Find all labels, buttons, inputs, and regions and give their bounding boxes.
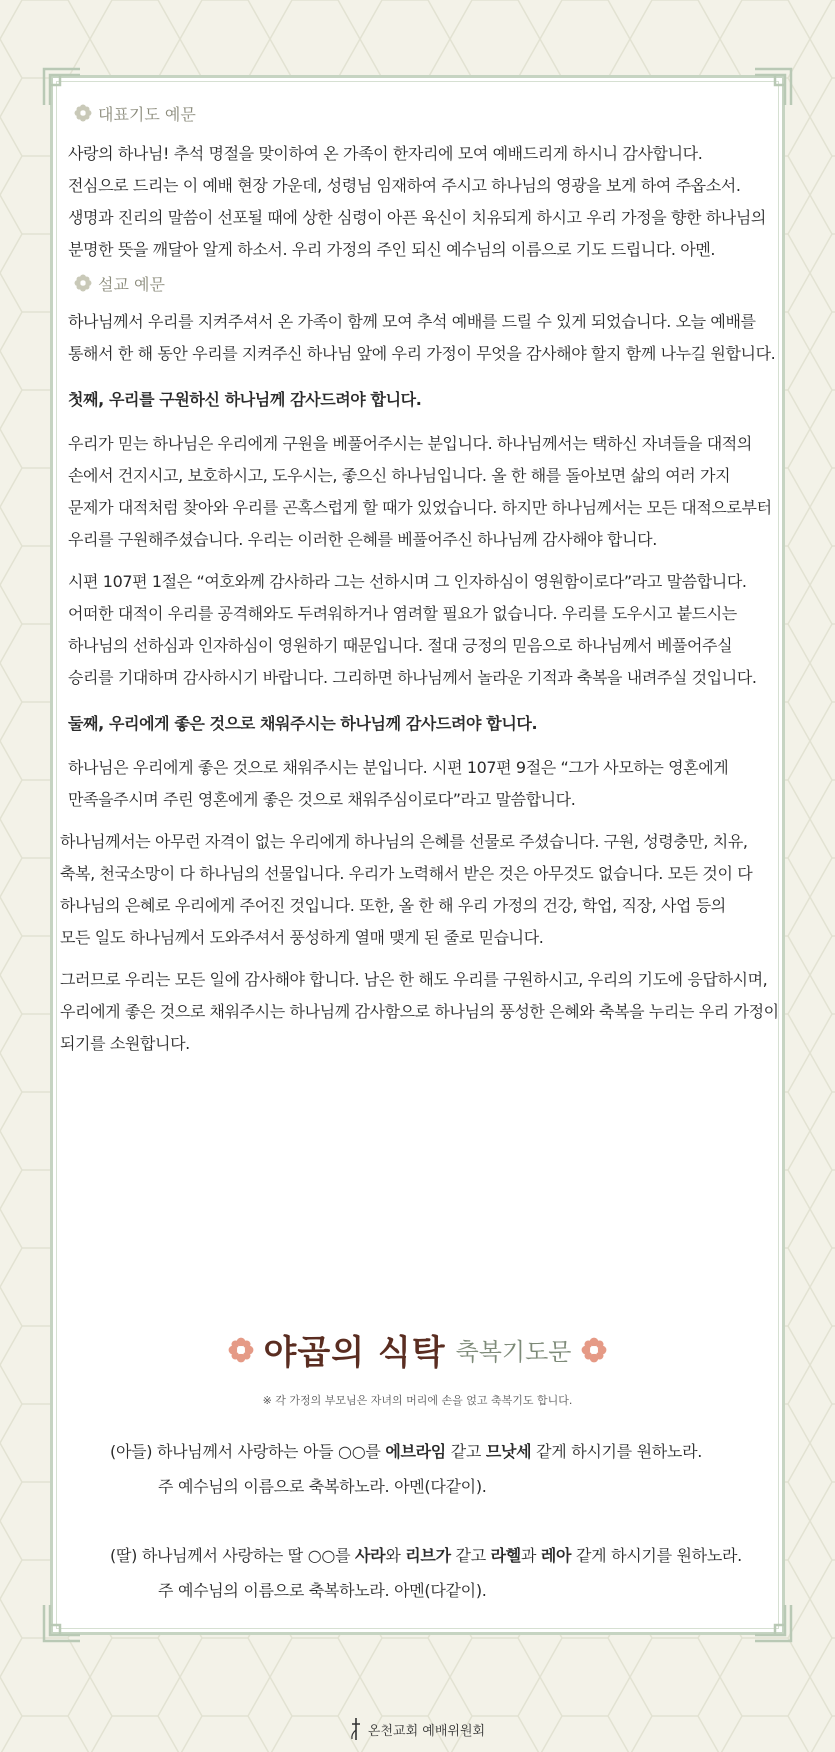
daughter-name-rebekah: 리브가 xyxy=(405,1546,451,1565)
flower-icon xyxy=(581,1337,607,1363)
daughter-blessing-line-2: 주 예수님의 이름으로 축복하노라. 아멘(다같이). xyxy=(158,1581,487,1600)
blessing-title-main: 야곱의 식탁 xyxy=(263,1333,446,1373)
footer xyxy=(0,1718,835,1740)
prayer-heading xyxy=(74,100,780,126)
point1-paragraph-1: 우리가 믿는 하나님은 우리에게 구원을 베풀어주시는 분입니다. 하나님께서는 택하신 자녀들을 대적의 손에서 건지시고, 보호하시고, 도우시는, 좋으신 하나님입니다. 올 한 해를 돌아보면 삶의 여러 가지 문제가 대적처럼 찾아와 우리를 곤혹스럽게 할 때가 있었습니다. 하지만 하나님께서는 모든 대적으로부터 우리를 구원해주셨습니다. 우리는 이러한 은혜를 베풀어주신 하나님께 감사해야 합니다. xyxy=(68,434,772,549)
blessing-title-sub: 축복기도문 xyxy=(455,1338,572,1366)
daughter-name-leah: 레아 xyxy=(540,1546,572,1565)
church-logo-icon xyxy=(350,1718,362,1740)
point2-title: 둘째, 우리에게 좋은 것으로 채워주시는 하나님께 감사드려야 합니다. xyxy=(68,714,538,733)
flower-icon xyxy=(74,104,92,122)
daughter-mid-1: 와 xyxy=(385,1546,406,1565)
point2-paragraph-1: 하나님은 우리에게 좋은 것으로 채워주시는 분입니다. 시편 107편 9절은 “그가 사모하는 영혼에게 만족을주시며 주린 영혼에게 좋은 것으로 채워주심이로다”라고 말씀합니다. xyxy=(68,758,729,809)
blessing-note: ※ 각 가정의 부모님은 자녀의 머리에 손을 얹고 축복기도 합니다. xyxy=(262,1394,573,1407)
point2-paragraph-2: 하나님께서는 아무런 자격이 없는 우리에게 하나님의 은혜를 선물로 주셨습니다. 구원, 성령충만, 치유, 축복, 천국소망이 다 하나님의 선물입니다. 우리가 노력해서 받은 것은 아무것도 없습니다. 모든 것이 다 하나님의 은혜로 우리에게 주어진 것입니다. 또한, 올 한 해 우리 가정의 건강, 학업, 직장, 사업 등의 모든 일도 하나님께서 도와주셔서 풍성하게 열매 맺게 된 줄로 믿습니다. xyxy=(60,832,753,947)
flower-icon xyxy=(74,274,92,292)
daughter-prefix: (딸) 하나님께서 사랑하는 딸 ○○를 xyxy=(110,1546,356,1565)
daughter-name-sarah: 사라 xyxy=(355,1546,386,1565)
sermon-heading-text: 설교 예문 xyxy=(98,274,165,294)
corner-ornament-icon xyxy=(40,1601,84,1645)
son-prefix: (아들) 하나님께서 사랑하는 아들 ○○를 xyxy=(110,1442,386,1461)
daughter-mid-3: 과 xyxy=(520,1546,541,1565)
daughter-name-rachel: 라헬 xyxy=(490,1546,521,1565)
sermon-intro: 하나님께서 우리를 지켜주셔서 온 가족이 함께 모여 추석 예배를 드릴 수 있게 되었습니다. 오늘 예배를 통해서 한 해 동안 우리를 지켜주신 하나님 앞에 우리 가정이 무엇을 감사해야 할지 함께 나누길 원합니다. xyxy=(68,312,776,363)
daughter-suffix: 같게 하시기를 원하노라. xyxy=(571,1546,742,1565)
son-blessing xyxy=(110,1434,790,1504)
prayer-text: 사랑의 하나님! 추석 명절을 맞이하여 온 가족이 한자리에 모여 예배드리게 하시니 감사합니다. 전심으로 드리는 이 예배 현장 가운데, 성령님 임재하여 주시고 하나님의 영광을 보게 하여 주옵소서. 생명과 진리의 말씀이 선포될 때에 상한 심령이 아픈 육신이 치유되게 하시고 우리 가정을 향한 하나님의 분명한 뜻을 깨달아 알게 하소서. 우리 가정의 주인 되신 예수님의 이름으로 기도 드립니다. 아멘. xyxy=(68,144,766,259)
footer-org: 온천교회 예배위원회 xyxy=(367,1723,486,1739)
point1-paragraph-2: 시편 107편 1절은 “여호와께 감사하라 그는 선하시며 그 인자하심이 영원함이로다”라고 말씀합니다. 어떠한 대적이 우리를 공격해와도 두려워하거나 염려할 필요가 없습니다. 우리를 도우시고 붙드시는 하나님의 선하심과 인자하심이 영원하기 때문입니다. 절대 긍정의 믿음으로 하나님께서 베풀어주실 승리를 기대하며 감사하시기 바랍니다. 그리하면 하나님께서 놀라운 기적과 축복을 내려주실 것입니다. xyxy=(68,572,757,687)
flower-icon xyxy=(228,1337,254,1363)
daughter-blessing-line-1 xyxy=(110,1538,790,1573)
point1-title: 첫째, 우리를 구원하신 하나님께 감사드려야 합니다. xyxy=(68,390,422,409)
son-name-ephraim: 에브라임 xyxy=(385,1442,446,1461)
daughter-mid-2: 같고 xyxy=(450,1546,491,1565)
sermon-content xyxy=(60,100,780,1060)
son-suffix: 같게 하시기를 원하노라. xyxy=(531,1442,703,1461)
prayer-heading-text: 대표기도 예문 xyxy=(98,104,196,124)
son-mid: 같고 xyxy=(445,1442,486,1461)
daughter-blessing xyxy=(110,1538,790,1608)
conclusion-paragraph: 그러므로 우리는 모든 일에 감사해야 합니다. 남은 한 해도 우리를 구원하시고, 우리의 기도에 응답하시며, 우리에게 좋은 것으로 채워주시는 하나님께 감사함으로 하나님의 풍성한 은혜와 축복을 누리는 우리 가정이 되기를 소원합니다. xyxy=(60,970,779,1053)
sermon-heading xyxy=(74,270,780,296)
son-blessing-line-2: 주 예수님의 이름으로 축복하노라. 아멘(다같이). xyxy=(158,1477,487,1496)
son-name-manasseh: 므낫세 xyxy=(485,1442,532,1461)
blessing-title xyxy=(0,1325,835,1374)
son-blessing-line-1 xyxy=(110,1434,790,1469)
